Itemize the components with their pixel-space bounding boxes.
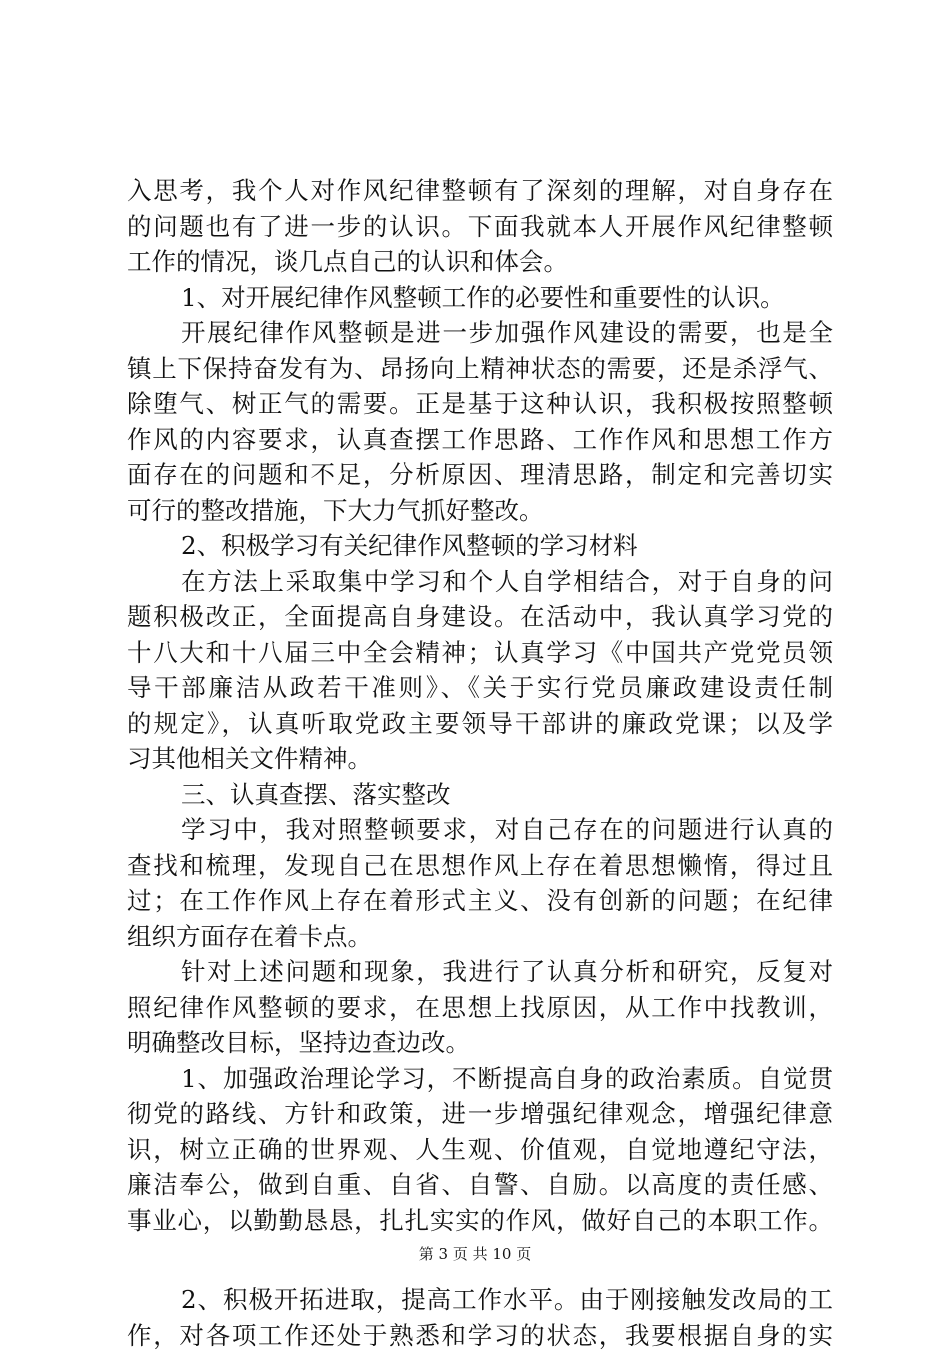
text-line: 照纪律作风整顿的要求，在思想上找原因，从工作中找教训， xyxy=(127,990,833,1026)
text-line: 开展纪律作风整顿是进一步加强作风建设的需要，也是全 xyxy=(127,315,833,351)
document-body xyxy=(127,173,833,1353)
text-line: 工作的情况，谈几点自己的认识和体会。 xyxy=(127,244,833,280)
section-heading: 2、积极学习有关纪律作风整顿的学习材料 xyxy=(127,528,833,564)
section-heading: 三、认真查摆、落实整改 xyxy=(127,777,833,813)
text-line: 廉洁奉公，做到自重、自省、自警、自励。以高度的责任感、 xyxy=(127,1167,833,1203)
text-line: 题积极改正，全面提高自身建设。在活动中，我认真学习党的 xyxy=(127,599,833,635)
text-line: 事业心，以勤勤恳恳，扎扎实实的作风，做好自己的本职工作。 xyxy=(127,1203,833,1239)
text-line: 学习中，我对照整顿要求，对自己存在的问题进行认真的 xyxy=(127,812,833,848)
text-line: 习其他相关文件精神。 xyxy=(127,741,833,777)
text-line: 查找和梳理，发现自己在思想作风上存在着思想懒惰，得过且 xyxy=(127,848,833,884)
text-line: 十八大和十八届三中全会精神；认真学习《中国共产党党员领 xyxy=(127,635,833,671)
section-heading: 1、对开展纪律作风整顿工作的必要性和重要性的认识。 xyxy=(127,280,833,316)
text-line: 组织方面存在着卡点。 xyxy=(127,919,833,955)
page-footer: 第 3 页 共 10 页 xyxy=(0,1244,950,1264)
text-line: 作风的内容要求，认真查摆工作思路、工作作风和思想工作方 xyxy=(127,422,833,458)
text-line: 的规定》，认真听取党政主要领导干部讲的廉政党课；以及学 xyxy=(127,706,833,742)
text-line: 明确整改目标，坚持边查边改。 xyxy=(127,1025,833,1061)
text-line: 入思考，我个人对作风纪律整顿有了深刻的理解，对自身存在 xyxy=(127,173,833,209)
text-line: 除堕气、树正气的需要。正是基于这种认识，我积极按照整顿 xyxy=(127,386,833,422)
text-line: 过；在工作作风上存在着形式主义、没有创新的问题；在纪律 xyxy=(127,883,833,919)
text-line: 在方法上采取集中学习和个人自学相结合，对于自身的问 xyxy=(127,564,833,600)
text-line: 1、加强政治理论学习，不断提高自身的政治素质。自觉贯 xyxy=(127,1061,833,1097)
text-line: 的问题也有了进一步的认识。下面我就本人开展作风纪律整顿 xyxy=(127,209,833,245)
text-line: 可行的整改措施，下大力气抓好整改。 xyxy=(127,493,833,529)
text-line: 彻党的路线、方针和政策，进一步增强纪律观念，增强纪律意 xyxy=(127,1096,833,1132)
text-line: 2、积极开拓进取，提高工作水平。由于刚接触发改局的工 xyxy=(127,1282,833,1318)
text-line: 镇上下保持奋发有为、昂扬向上精神状态的需要，还是杀浮气、 xyxy=(127,351,833,387)
text-line: 针对上述问题和现象，我进行了认真分析和研究，反复对 xyxy=(127,954,833,990)
text-line: 识，树立正确的世界观、人生观、价值观，自觉地遵纪守法， xyxy=(127,1132,833,1168)
text-line: 作，对各项工作还处于熟悉和学习的状态，我要根据自身的实 xyxy=(127,1318,833,1353)
text-line: 导干部廉洁从政若干准则》、《关于实行党员廉政建设责任制 xyxy=(127,670,833,706)
text-line: 面存在的问题和不足，分析原因、理清思路，制定和完善切实 xyxy=(127,457,833,493)
